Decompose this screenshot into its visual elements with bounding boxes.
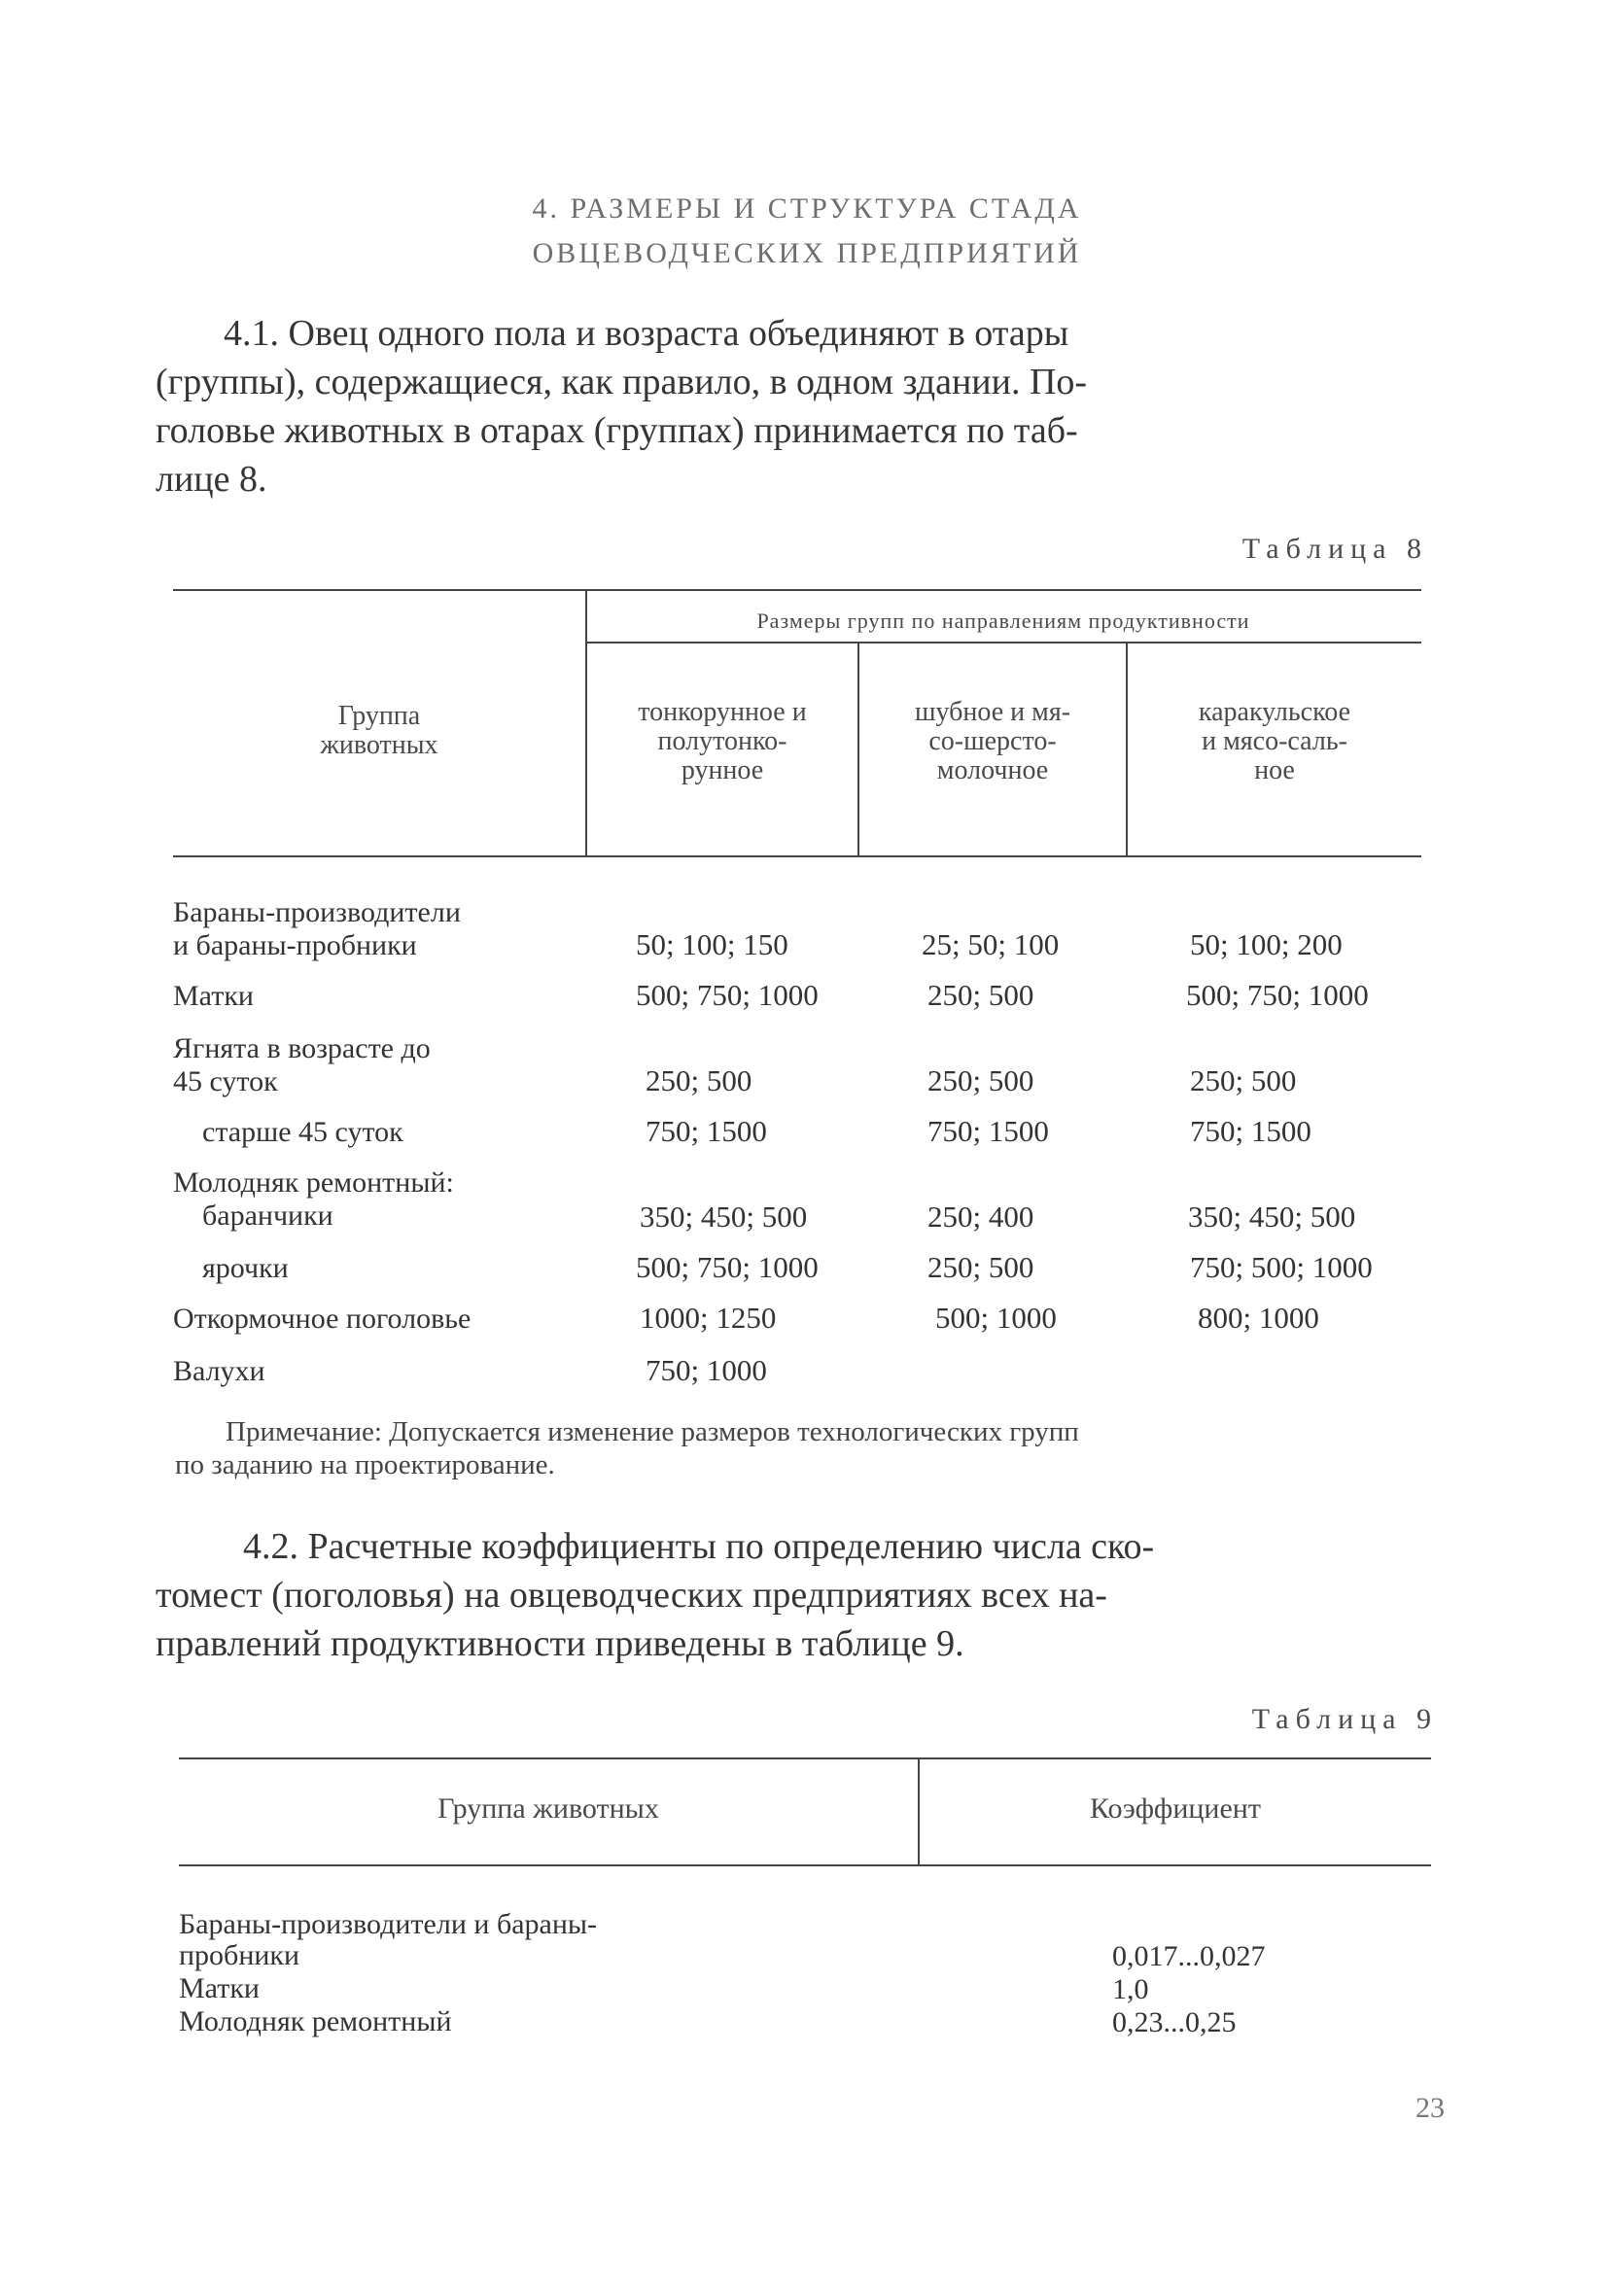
table-rule-top [173,589,1421,591]
table-cell: 350; 450; 500 [640,1200,808,1234]
table-row-label [179,2006,452,2037]
table-row-label [173,896,461,962]
table-cell: 500; 750; 1000 [1186,978,1369,1012]
table-cell: 1,0 [1112,1973,1149,2005]
table-cell: 250; 500 [646,1063,752,1097]
paragraph-line: 4.2. Расчетные коэффициенты по определению числа ско- [243,1526,1155,1567]
label-line: и бараны-пробники [173,929,417,961]
table-cell: 750; 1500 [646,1114,767,1148]
header-line: шубное и мя- [914,697,1071,727]
header-line: со-шерсто- [928,726,1057,756]
table-row-label [202,1252,289,1285]
table-rule-header-bottom [173,855,1421,857]
label-line: Молодняк ремонтный [179,2005,452,2037]
header-line: тонкорунное и [638,697,807,727]
table-cell: 1000; 1250 [640,1301,777,1335]
paragraph-4-2 [156,1522,1419,1668]
table-cell: 500; 1000 [935,1301,1057,1335]
label-line: Матки [173,980,254,1012]
table-cell: 50; 100; 150 [636,927,788,961]
note-line: Примечание: Допускается изменение размеров технологических групп [226,1416,1079,1447]
table-rule-span [585,642,1421,644]
header-line: каракульское [1198,697,1351,727]
note-line: по заданию на проектирование. [175,1449,555,1480]
label-line: Бараны-производители [173,896,461,928]
table-cell: 500; 750; 1000 [636,1250,819,1284]
table-row-label [179,1973,260,2004]
table-rule-header-bottom [179,1864,1431,1866]
table-cell: 0,23...0,25 [1112,2006,1237,2038]
table-cell: 250; 500 [927,978,1034,1012]
table-8-header-col2 [859,698,1126,785]
label-line: пробники [179,1939,300,1971]
table-cell: 250; 400 [927,1200,1034,1234]
header-line: полутонко- [657,726,787,756]
table-cell: 50; 100; 200 [1190,927,1343,961]
table-9-header-group: Группа животных [437,1792,659,1825]
label-line: Откормочное поголовье [173,1303,472,1335]
table-cell: 0,017...0,027 [1112,1940,1266,1972]
table-rule-top [179,1757,1431,1759]
header-line: Группа [337,701,421,731]
table-8-note [175,1415,1429,1481]
paragraph-4-1 [156,309,1419,504]
table-cell: 750; 1000 [646,1353,767,1387]
table-cell: 250; 500 [1190,1063,1297,1097]
table-cell: 250; 500 [927,1250,1034,1284]
table-8-header-col1 [587,698,857,785]
table-cell: 750; 1500 [1190,1114,1311,1148]
table-cell: 250; 500 [927,1063,1034,1097]
label-line: Ягнята в возрасте до [173,1032,431,1064]
label-line: старше 45 суток [202,1116,403,1148]
table-cell: 750; 1500 [927,1114,1049,1148]
paragraph-line: (группы), содержащиеся, как правило, в одном здании. По- [156,362,1088,402]
section-title-line-2: ОВЦЕВОДЧЕСКИХ ПРЕДПРИЯТИЙ [532,237,1082,269]
paragraph-line: 4.1. Овец одного пола и возраста объединяют в отары [224,313,1069,354]
table-8-header-group [173,702,585,760]
paragraph-line: лице 8. [156,459,267,500]
page-number: 23 [1416,2092,1445,2124]
table-9-caption: Таблица 9 [1251,1703,1438,1735]
table-9-header-coefficient: Коэффициент [1090,1792,1261,1825]
paragraph-line: томест (поголовья) на овцеводческих предприятиях всех на- [156,1575,1107,1616]
header-line: и мясо-саль- [1202,726,1347,756]
header-line: молочное [936,755,1049,785]
label-line: Валухи [173,1355,265,1387]
table-cell: 350; 450; 500 [1188,1200,1356,1234]
table-row-label [173,1355,265,1388]
label-line: ярочки [202,1252,289,1284]
table-8-header-col3 [1128,698,1421,785]
label-line: 45 суток [173,1065,278,1097]
table-row-label [179,1909,597,1971]
section-title-line-1: 4. РАЗМЕРЫ И СТРУКТУРА СТАДА [532,192,1082,225]
label-line: Бараны-производители и бараны- [179,1908,598,1940]
label-line: Матки [179,1972,260,2004]
table-row-label [173,980,254,1013]
header-line: рунное [681,755,764,785]
table-cell: 25; 50; 100 [922,927,1060,961]
label-line: Молодняк ремонтный: [173,1166,454,1199]
label-line: баранчики [202,1200,333,1232]
paragraph-line: головье животных в отарах (группах) принимается по таб- [156,410,1078,451]
table-8-caption: Таблица 8 [1241,533,1428,565]
table-cell: 800; 1000 [1198,1301,1319,1335]
table-8-header-span: Размеры групп по направлениям продуктивности [756,609,1250,633]
paragraph-line: правлений продуктивности приведены в таблице 9. [156,1623,964,1664]
table-row-label [173,1032,431,1098]
table-row-label [173,1166,454,1233]
table-cell: 750; 500; 1000 [1190,1250,1373,1284]
table-cell: 500; 750; 1000 [636,978,819,1012]
table-row-label [173,1303,471,1336]
header-line: животных [320,730,438,760]
table-row-label [202,1116,403,1149]
header-line: ное [1254,755,1295,785]
